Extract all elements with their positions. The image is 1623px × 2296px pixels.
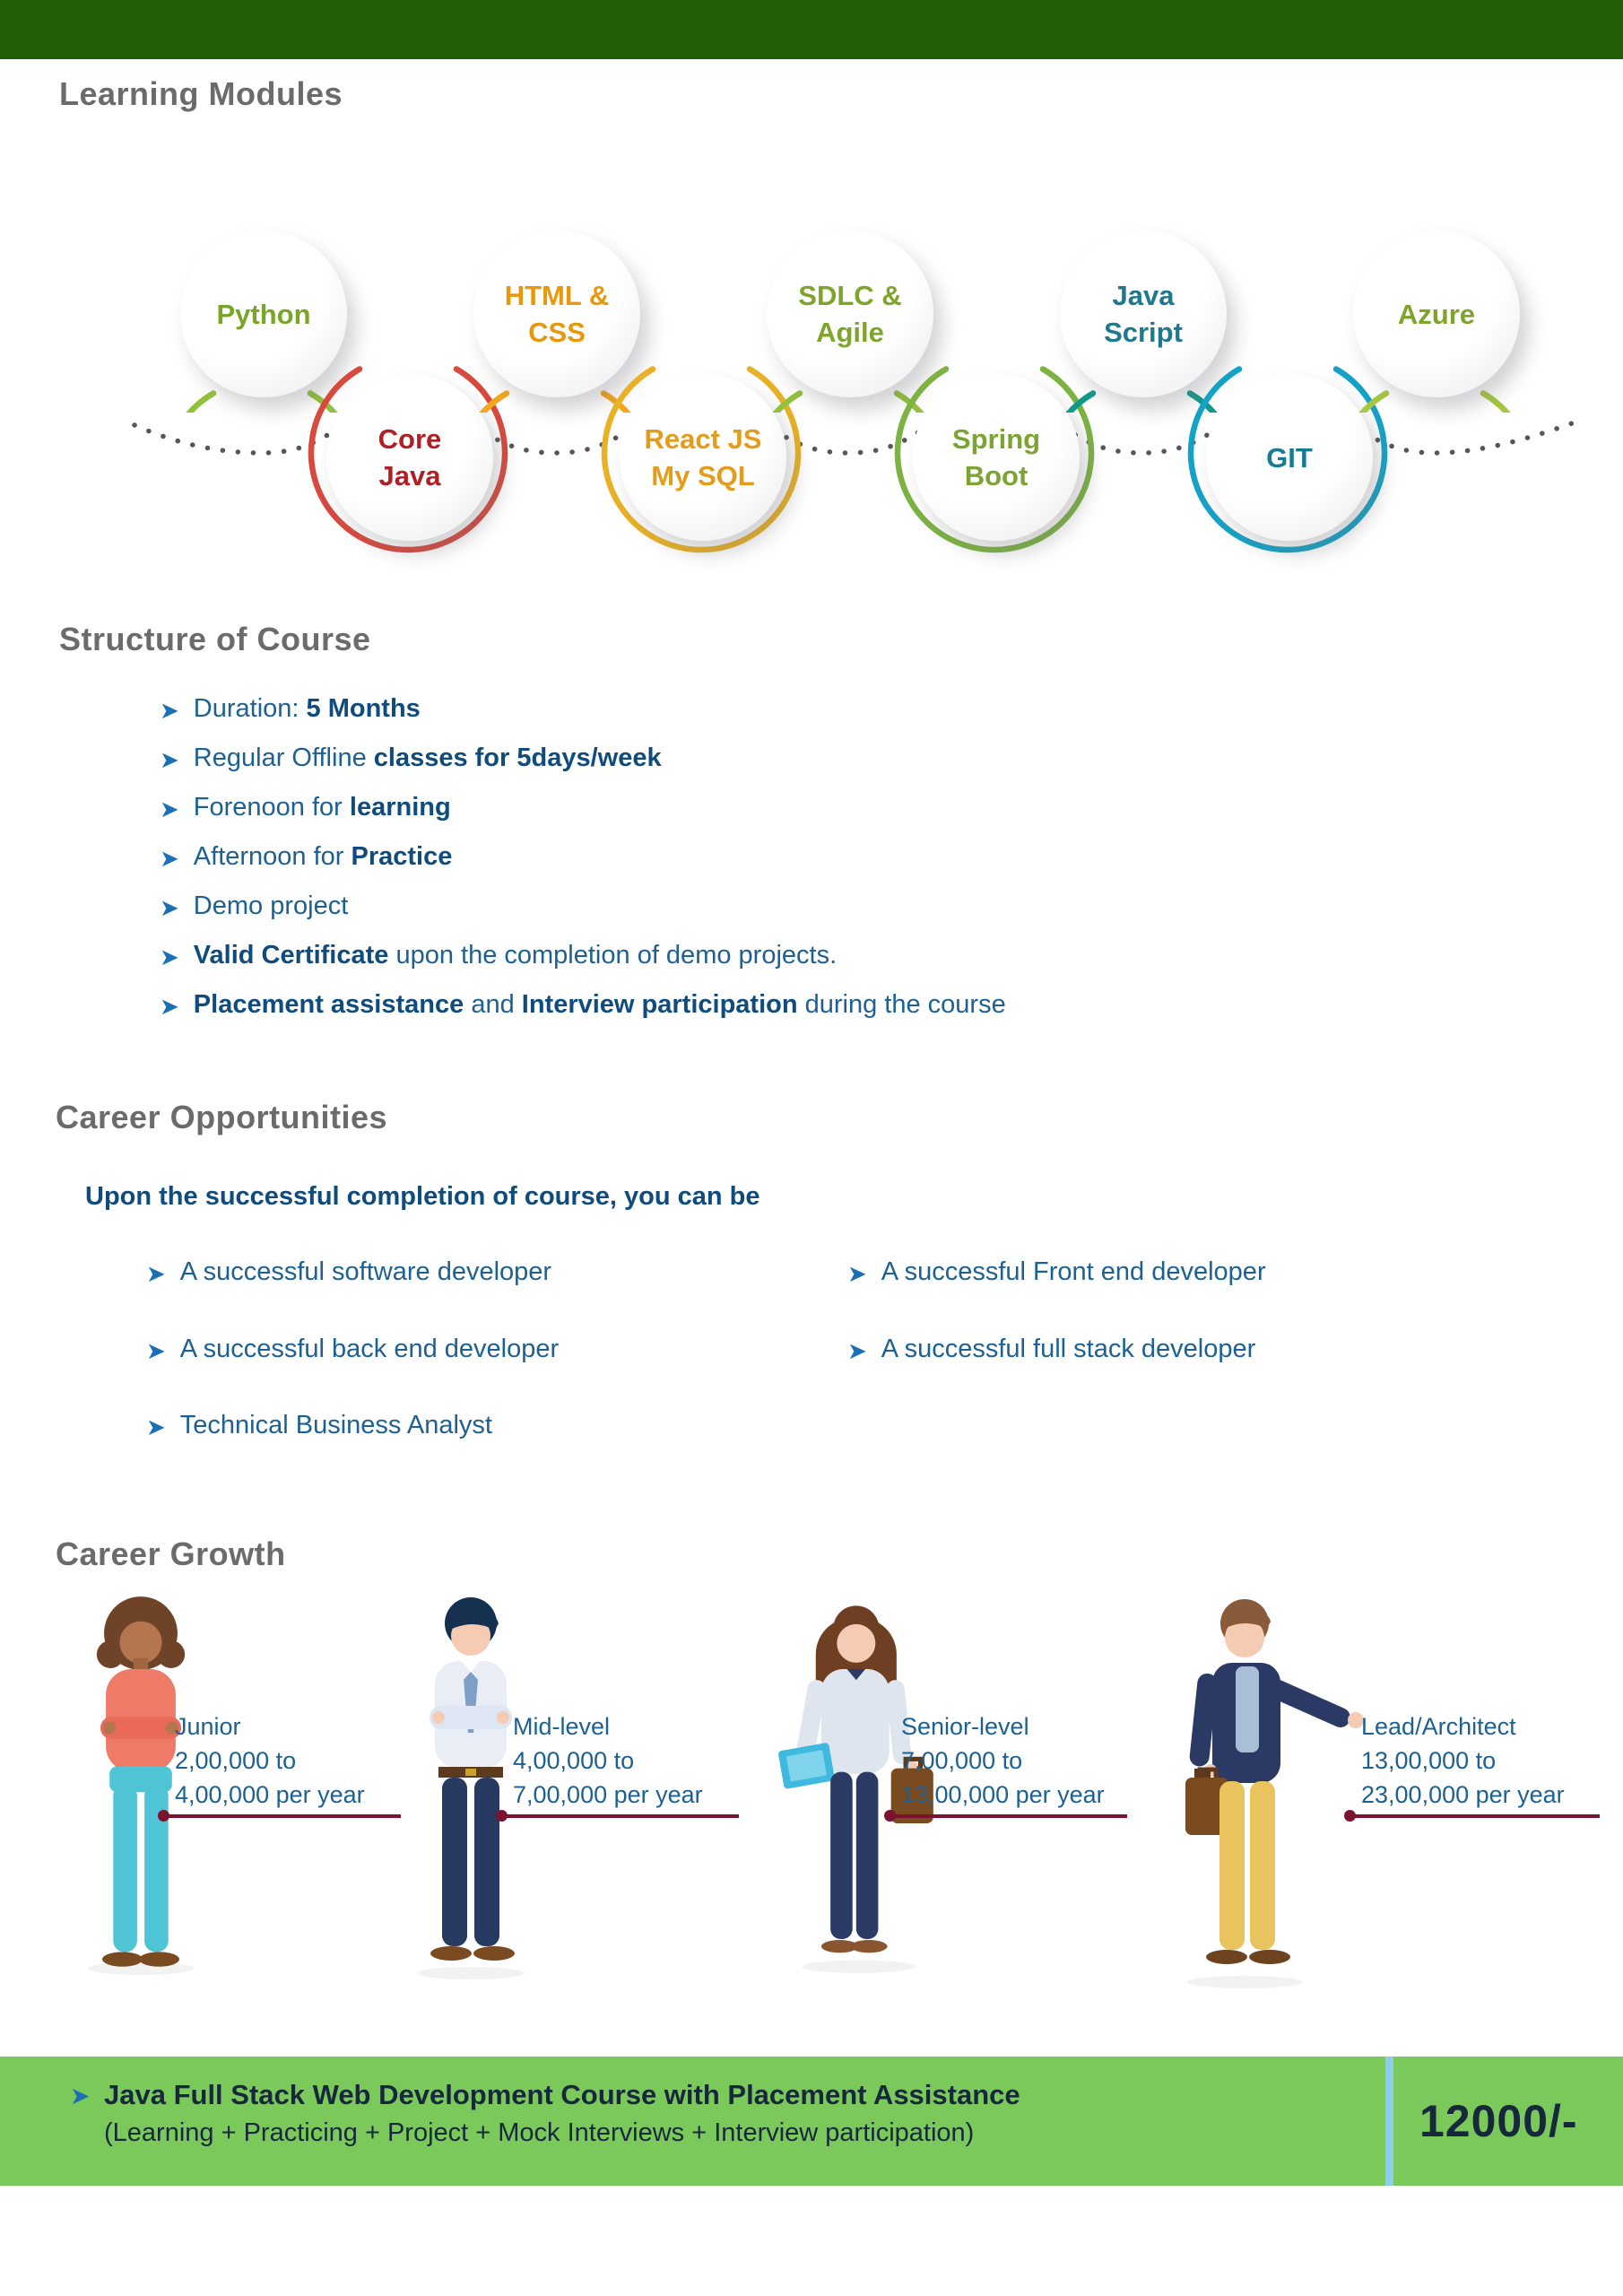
salary-to: 7,00,000 per year (513, 1781, 703, 1808)
list-item-text: A successful full stack developer (881, 1335, 1256, 1363)
list-item-text: Forenoon for learning (193, 793, 451, 822)
list-item-text: A successful Front end developer (881, 1257, 1266, 1286)
list-item-text: Regular Offline classes for 5days/week (193, 744, 662, 772)
growth-label-lead-architect (1361, 1709, 1600, 1818)
career-opportunities-subtitle: Upon the successful completion of course, you can be (85, 1182, 760, 1211)
list-item-text: Valid Certificate upon the completion of demo projects. (193, 941, 838, 970)
module-core-java: Core Java (305, 350, 511, 556)
structure-of-course-title: Structure of Course (59, 621, 371, 657)
arrow-bullet-icon: ➤ (160, 844, 179, 872)
list-item-text: Demo project (193, 891, 349, 920)
salary-to: 4,00,000 per year (175, 1781, 365, 1808)
module-sdlc-agile: SDLC & Agile (745, 206, 951, 413)
growth-label-mid-level (513, 1709, 739, 1818)
list-item-text: A successful back end developer (179, 1335, 560, 1363)
arrow-bullet-icon: ➤ (146, 1413, 166, 1440)
list-item (146, 1257, 551, 1287)
arrow-bullet-icon: ➤ (160, 696, 179, 724)
growth-label-junior (175, 1709, 401, 1818)
list-item-text: A successful software developer (179, 1257, 552, 1286)
role-name: Senior-level (901, 1713, 1029, 1740)
learning-modules-title: Learning Modules (59, 75, 343, 112)
module-spring-boot: Spring Boot (891, 350, 1098, 556)
list-item (160, 832, 1006, 882)
list-item (847, 1335, 1255, 1364)
arrow-bullet-icon: ➤ (160, 992, 179, 1020)
list-item (847, 1257, 1266, 1287)
footer-divider (1385, 2057, 1393, 2186)
growth-label-senior-level (901, 1709, 1127, 1818)
arrow-bullet-icon: ➤ (70, 2083, 91, 2109)
list-item-text: Technical Business Analyst (179, 1411, 492, 1439)
top-green-bar (0, 0, 1623, 59)
underline-rule (1347, 1814, 1600, 1818)
list-item (146, 1335, 559, 1364)
arrow-bullet-icon: ➤ (847, 1336, 867, 1364)
career-growth-title: Career Growth (56, 1535, 286, 1572)
footer-course-title: Java Full Stack Web Development Course with Placement Assistance (104, 2079, 1020, 2110)
underline-rule (161, 1814, 401, 1818)
salary-to: 13,00,000 per year (901, 1781, 1105, 1808)
list-item (146, 1411, 492, 1440)
arrow-bullet-icon: ➤ (160, 893, 179, 921)
salary-from: 7,00,000 to (901, 1747, 1023, 1774)
structure-of-course-list (160, 684, 1006, 1030)
list-item (160, 882, 1006, 931)
list-item (160, 980, 1006, 1030)
salary-from: 4,00,000 to (513, 1747, 635, 1774)
list-item-text: Afternoon for Practice (193, 842, 453, 871)
footer-course-subtitle: (Learning + Practicing + Project + Mock Interviews + Interview participation) (104, 2118, 975, 2147)
module-git: GIT (1185, 350, 1391, 556)
salary-from: 2,00,000 to (175, 1747, 297, 1774)
arrow-bullet-icon: ➤ (146, 1259, 166, 1287)
module-azure: Azure (1332, 206, 1538, 413)
career-opportunities-title: Career Opportunities (56, 1099, 388, 1135)
module-python: Python (159, 206, 365, 413)
list-item (160, 783, 1006, 832)
salary-from: 13,00,000 to (1361, 1747, 1497, 1774)
module-html-css: HTML & CSS (452, 206, 658, 413)
list-item (160, 684, 1006, 734)
footer-course-text (104, 2075, 1020, 2151)
price-label: 12000/- (1419, 2096, 1578, 2146)
arrow-bullet-icon: ➤ (847, 1259, 867, 1287)
role-name: Junior (175, 1713, 241, 1740)
role-name: Lead/Architect (1361, 1713, 1516, 1740)
arrow-bullet-icon: ➤ (160, 795, 179, 822)
module-react-js-mysql: React JS My SQL (598, 350, 804, 556)
role-name: Mid-level (513, 1713, 611, 1740)
list-item-text: Placement assistance and Interview participation during the course (193, 990, 1006, 1019)
list-item-text: Duration: 5 Months (193, 694, 421, 723)
salary-to: 23,00,000 per year (1361, 1781, 1565, 1808)
module-javascript: Java Script (1038, 206, 1245, 413)
arrow-bullet-icon: ➤ (160, 745, 179, 773)
underline-rule (499, 1814, 739, 1818)
list-item (160, 734, 1006, 783)
list-item (160, 931, 1006, 980)
arrow-bullet-icon: ➤ (146, 1336, 166, 1364)
underline-rule (887, 1814, 1127, 1818)
arrow-bullet-icon: ➤ (160, 943, 179, 970)
